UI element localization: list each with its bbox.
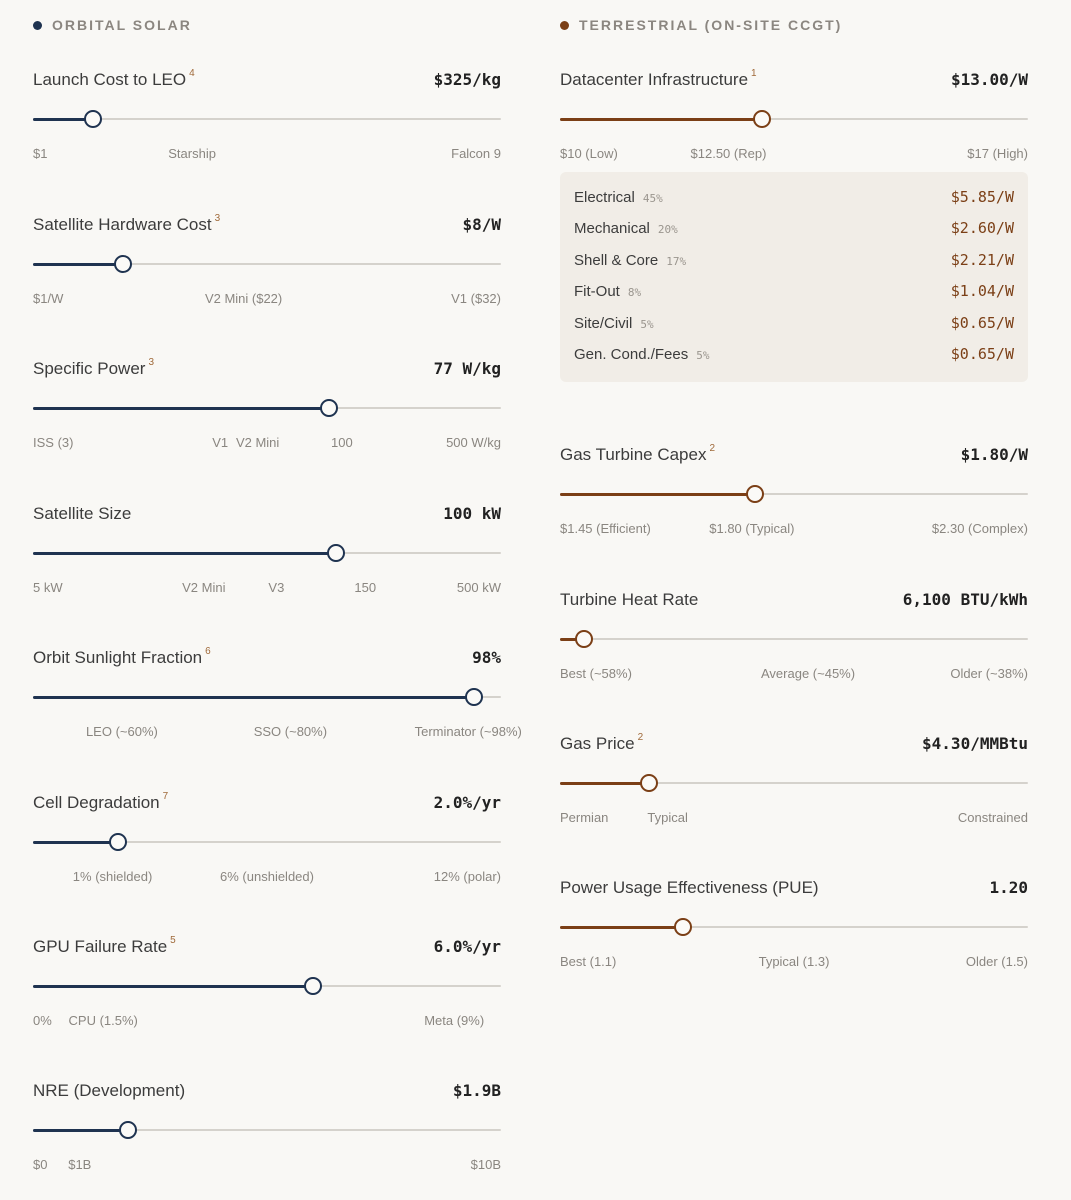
datacenter-infrastructure-track[interactable] — [560, 118, 1028, 120]
launch-cost-to-leo-value: $325/kg — [433, 70, 501, 89]
tick-label: 100 — [331, 435, 353, 450]
gas-turbine-capex-value: $1.80/W — [960, 445, 1028, 464]
orbit-sunlight-fraction-value: 98% — [472, 648, 501, 667]
terrestrial-header-text: TERRESTRIAL (ON-SITE CCGT) — [579, 17, 843, 33]
orbit-sunlight-fraction-fill — [33, 696, 473, 699]
gas-price-footnote-ref[interactable]: 2 — [637, 732, 644, 744]
breakdown-row-left — [574, 315, 654, 333]
specific-power-fill — [33, 407, 328, 410]
tick-label: Terminator (~98%) — [414, 724, 522, 739]
satellite-size-ticks — [33, 580, 501, 596]
specific-power-thumb[interactable] — [320, 399, 338, 417]
gas-turbine-capex-label — [560, 445, 715, 465]
tick-label: Older (~38%) — [950, 666, 1028, 681]
orbit-sunlight-fraction-label — [33, 648, 211, 668]
satellite-size-label — [33, 504, 131, 524]
breakdown-row-left — [574, 346, 709, 364]
datacenter-infrastructure-label-text: Datacenter Infrastructure — [560, 70, 749, 89]
tick-label: V1 ($32) — [451, 291, 501, 306]
tick-label: $1 — [33, 146, 48, 161]
tick-label: 150 — [354, 580, 377, 595]
nre-development-fill — [33, 1129, 127, 1132]
gas-price-value: $4.30/MMBtu — [922, 734, 1028, 753]
satellite-hardware-cost-slider — [33, 215, 501, 325]
orbit-sunlight-fraction-slider — [33, 646, 522, 758]
orbit-sunlight-fraction-label-text: Orbit Sunlight Fraction — [33, 648, 203, 667]
nre-development-label-text: NRE (Development) — [33, 1081, 186, 1100]
gpu-failure-rate-fill — [33, 985, 312, 988]
tick-label: $12.50 (Rep) — [690, 146, 767, 161]
tick-label: Falcon 9 — [451, 146, 501, 161]
launch-cost-to-leo-label-text: Launch Cost to LEO — [33, 70, 187, 89]
gas-price-label — [560, 734, 643, 754]
satellite-size-slider — [33, 504, 501, 614]
tick-label: Constrained — [957, 810, 1028, 825]
breakdown-row — [574, 282, 1014, 302]
tick-label: ISS (3) — [33, 435, 74, 450]
tick-label: Starship — [168, 146, 216, 161]
launch-cost-to-leo-label — [33, 70, 195, 90]
breakdown-row — [574, 219, 1014, 239]
tick-label: LEO (~60%) — [85, 724, 158, 739]
tick-label: $1.80 (Typical) — [709, 521, 795, 536]
orbit-sunlight-fraction-track[interactable] — [33, 696, 501, 698]
breakdown-amount: $2.21/W — [950, 251, 1014, 269]
nre-development-thumb[interactable] — [119, 1121, 137, 1139]
infrastructure-breakdown — [560, 172, 1028, 382]
power-usage-effectiveness-pue-label — [560, 878, 819, 898]
tick-label: $1B — [68, 1157, 92, 1172]
tick-label: 1% (shielded) — [72, 869, 153, 884]
gas-price-slider — [560, 734, 1028, 844]
gpu-failure-rate-slider — [33, 937, 501, 1047]
breakdown-percent: 45% — [642, 192, 663, 205]
gpu-failure-rate-thumb[interactable] — [304, 977, 322, 995]
cell-degradation-footnote-ref[interactable]: 7 — [162, 791, 169, 803]
power-usage-effectiveness-pue-track[interactable] — [560, 926, 1028, 928]
breakdown-percent: 17% — [666, 255, 687, 268]
nre-development-value: $1.9B — [452, 1081, 501, 1100]
satellite-hardware-cost-ticks — [33, 291, 501, 307]
gas-turbine-capex-slider — [560, 445, 1028, 555]
cell-degradation-slider — [33, 793, 501, 903]
satellite-size-label-text: Satellite Size — [33, 504, 132, 523]
breakdown-name: Electrical — [574, 189, 635, 206]
gpu-failure-rate-ticks — [33, 1013, 501, 1029]
gas-turbine-capex-footnote-ref[interactable]: 2 — [709, 443, 716, 455]
breakdown-amount: $1.04/W — [950, 282, 1014, 300]
satellite-hardware-cost-value: $8/W — [462, 215, 501, 234]
tick-label: Permian — [560, 810, 609, 825]
tick-label: Average (~45%) — [760, 666, 856, 681]
orbital-dot-icon — [33, 21, 42, 30]
breakdown-amount: $0.65/W — [950, 314, 1014, 332]
specific-power-label — [33, 359, 154, 379]
breakdown-name: Site/Civil — [574, 315, 633, 332]
tick-label: $17 (High) — [967, 146, 1028, 161]
breakdown-amount: $0.65/W — [950, 345, 1014, 363]
turbine-heat-rate-ticks — [560, 666, 1028, 682]
datacenter-infrastructure-slider — [560, 70, 1028, 180]
cell-degradation-track[interactable] — [33, 841, 501, 843]
cell-degradation-ticks — [33, 869, 501, 885]
datacenter-infrastructure-label — [560, 70, 757, 90]
datacenter-infrastructure-value: $13.00/W — [950, 70, 1028, 89]
tick-label: 12% (polar) — [433, 869, 501, 884]
tick-label: Best (1.1) — [560, 954, 617, 969]
breakdown-amount: $2.60/W — [950, 219, 1014, 237]
breakdown-name: Fit-Out — [574, 283, 620, 300]
tick-label: Typical (1.3) — [758, 954, 830, 969]
tick-label: Best (~58%) — [560, 666, 632, 681]
satellite-hardware-cost-track[interactable] — [33, 263, 501, 265]
specific-power-value: 77 W/kg — [433, 359, 501, 378]
tick-label: CPU (1.5%) — [68, 1013, 138, 1028]
turbine-heat-rate-thumb[interactable] — [575, 630, 593, 648]
breakdown-row-left — [574, 189, 663, 207]
power-usage-effectiveness-pue-slider — [560, 878, 1028, 988]
tick-label: 500 W/kg — [446, 435, 501, 450]
turbine-heat-rate-label-text: Turbine Heat Rate — [560, 590, 699, 609]
tick-label: 6% (unshielded) — [220, 869, 314, 884]
power-usage-effectiveness-pue-fill — [560, 926, 682, 929]
cell-degradation-label-text: Cell Degradation — [33, 793, 160, 812]
datacenter-infrastructure-fill — [560, 118, 761, 121]
tick-label: V2 Mini — [182, 580, 226, 595]
gas-turbine-capex-thumb[interactable] — [746, 485, 764, 503]
turbine-heat-rate-label — [560, 590, 698, 610]
specific-power-slider — [33, 359, 501, 469]
gas-price-ticks — [560, 810, 1028, 826]
power-usage-effectiveness-pue-thumb[interactable] — [674, 918, 692, 936]
nre-development-label — [33, 1081, 185, 1101]
satellite-size-value: 100 kW — [443, 504, 501, 523]
launch-cost-to-leo-track[interactable] — [33, 118, 501, 120]
datacenter-infrastructure-footnote-ref[interactable]: 1 — [751, 68, 757, 80]
tick-label: $2.30 (Complex) — [931, 521, 1028, 536]
tick-label: $1.45 (Efficient) — [560, 521, 651, 536]
launch-cost-to-leo-fill — [33, 118, 92, 121]
turbine-heat-rate-slider — [560, 590, 1028, 700]
breakdown-name: Mechanical — [574, 220, 650, 237]
tick-label: $10B — [470, 1157, 501, 1172]
breakdown-name: Shell & Core — [574, 252, 659, 269]
datacenter-infrastructure-ticks — [560, 146, 1028, 162]
cell-degradation-value: 2.0%/yr — [433, 793, 501, 812]
gpu-failure-rate-value: 6.0%/yr — [433, 937, 501, 956]
orbit-sunlight-fraction-footnote-ref[interactable]: 6 — [205, 646, 211, 658]
specific-power-ticks — [33, 435, 501, 451]
gas-turbine-capex-label-text: Gas Turbine Capex — [560, 445, 707, 464]
orbital-section-header — [33, 17, 192, 33]
launch-cost-to-leo-thumb[interactable] — [84, 110, 102, 128]
breakdown-name: Gen. Cond./Fees — [574, 346, 689, 363]
tick-label: $1/W — [33, 291, 64, 306]
power-usage-effectiveness-pue-value: 1.20 — [989, 878, 1028, 897]
turbine-heat-rate-value: 6,100 BTU/kWh — [902, 590, 1028, 609]
launch-cost-to-leo-footnote-ref[interactable]: 4 — [189, 68, 195, 80]
tick-label: V2 Mini — [235, 435, 280, 450]
breakdown-percent: 8% — [627, 286, 642, 299]
orbit-sunlight-fraction-ticks — [33, 724, 522, 740]
breakdown-percent: 5% — [640, 318, 654, 331]
satellite-size-track[interactable] — [33, 552, 501, 554]
turbine-heat-rate-track[interactable] — [560, 638, 1028, 640]
satellite-hardware-cost-label-text: Satellite Hardware Cost — [33, 215, 212, 234]
gpu-failure-rate-footnote-ref[interactable]: 5 — [170, 935, 176, 947]
satellite-size-fill — [33, 552, 335, 555]
tick-label: 0% — [33, 1013, 52, 1028]
specific-power-label-text: Specific Power — [33, 359, 146, 378]
satellite-size-thumb[interactable] — [327, 544, 345, 562]
power-usage-effectiveness-pue-ticks — [560, 954, 1028, 970]
breakdown-amount: $5.85/W — [950, 188, 1014, 206]
gas-turbine-capex-ticks — [560, 521, 1028, 537]
breakdown-row — [574, 251, 1014, 271]
satellite-hardware-cost-footnote-ref[interactable]: 3 — [214, 213, 221, 225]
satellite-hardware-cost-thumb[interactable] — [114, 255, 132, 273]
orbit-sunlight-fraction-thumb[interactable] — [465, 688, 483, 706]
satellite-hardware-cost-label — [33, 215, 220, 235]
launch-cost-to-leo-slider — [33, 70, 501, 180]
datacenter-infrastructure-thumb[interactable] — [753, 110, 771, 128]
breakdown-percent: 20% — [657, 223, 678, 236]
tick-label: V1 — [212, 435, 229, 450]
terrestrial-section-header — [560, 17, 842, 33]
specific-power-footnote-ref[interactable]: 3 — [148, 357, 154, 369]
breakdown-row-left — [574, 283, 641, 301]
gas-price-track[interactable] — [560, 782, 1028, 784]
tick-label: 500 kW — [456, 580, 501, 595]
gas-turbine-capex-fill — [560, 493, 754, 496]
cell-degradation-fill — [33, 841, 117, 844]
tick-label: $10 (Low) — [560, 146, 618, 161]
tick-label: Meta (9%) — [424, 1013, 485, 1028]
tick-label: Older (1.5) — [965, 954, 1028, 969]
gas-price-label-text: Gas Price — [560, 734, 635, 753]
terrestrial-dot-icon — [560, 21, 569, 30]
gas-price-thumb[interactable] — [640, 774, 658, 792]
tick-label: SSO (~80%) — [253, 724, 328, 739]
nre-development-track[interactable] — [33, 1129, 501, 1131]
breakdown-row — [574, 188, 1014, 208]
cell-degradation-label — [33, 793, 168, 813]
gas-price-fill — [560, 782, 648, 785]
power-usage-effectiveness-pue-label-text: Power Usage Effectiveness (PUE) — [560, 878, 819, 897]
tick-label: Typical — [647, 810, 688, 825]
breakdown-row-left — [574, 220, 678, 238]
gas-turbine-capex-track[interactable] — [560, 493, 1028, 495]
breakdown-row-left — [574, 252, 686, 270]
breakdown-row — [574, 314, 1014, 334]
nre-development-ticks — [33, 1157, 501, 1173]
tick-label: $0 — [33, 1157, 48, 1172]
breakdown-row — [574, 345, 1014, 365]
cell-degradation-thumb[interactable] — [109, 833, 127, 851]
gpu-failure-rate-label-text: GPU Failure Rate — [33, 937, 168, 956]
orbital-header-text: ORBITAL SOLAR — [52, 17, 192, 33]
gpu-failure-rate-label — [33, 937, 176, 957]
gpu-failure-rate-track[interactable] — [33, 985, 501, 987]
nre-development-slider — [33, 1081, 501, 1191]
specific-power-track[interactable] — [33, 407, 501, 409]
tick-label: V2 Mini ($22) — [204, 291, 283, 306]
breakdown-percent: 5% — [696, 349, 710, 362]
tick-label: 5 kW — [33, 580, 63, 595]
launch-cost-to-leo-ticks — [33, 146, 501, 162]
satellite-hardware-cost-fill — [33, 263, 122, 266]
tick-label: V3 — [268, 580, 285, 595]
